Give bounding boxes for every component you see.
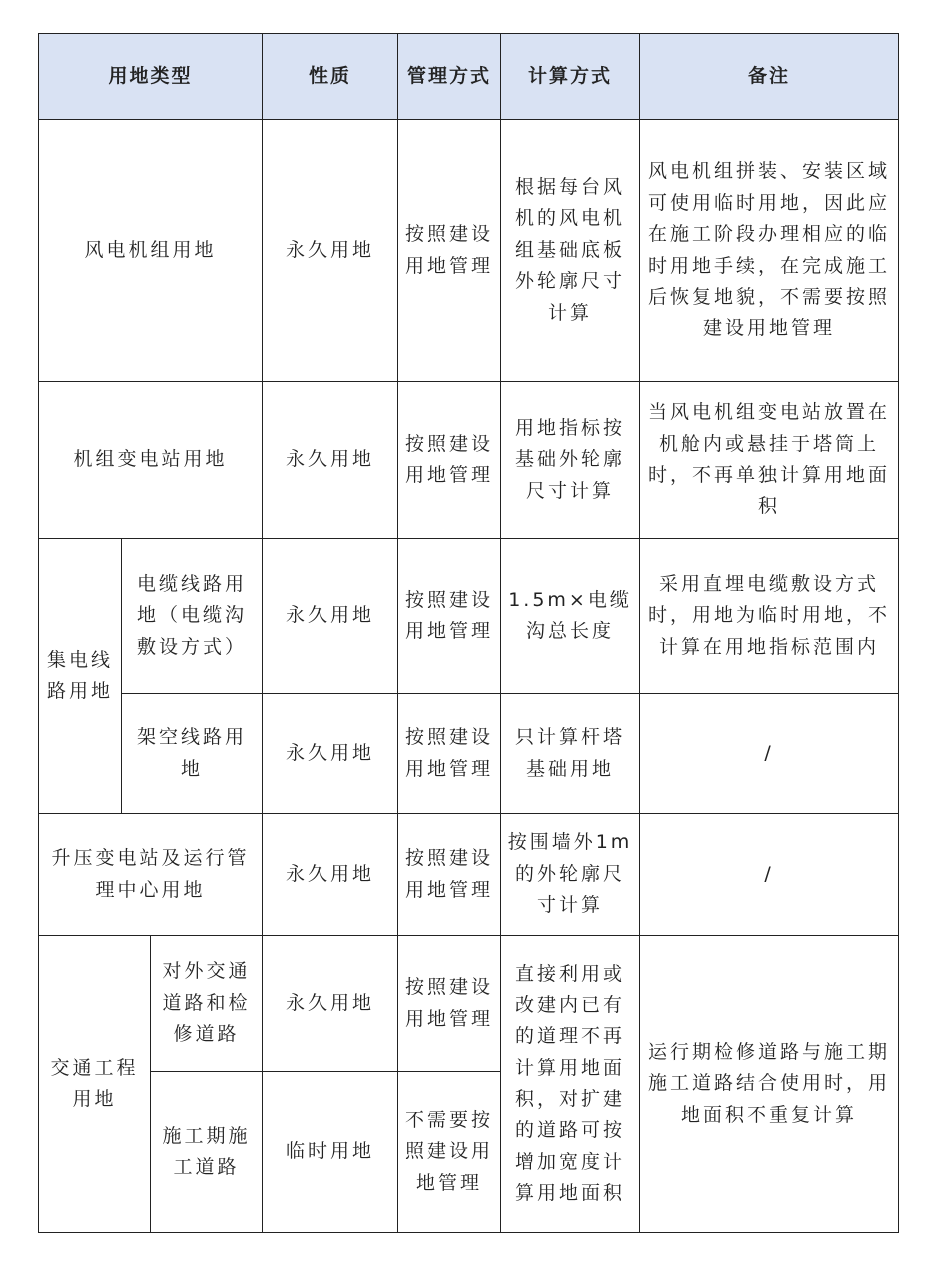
cell-nature: 永久用地 bbox=[263, 936, 398, 1072]
table-row bbox=[39, 382, 899, 539]
header-land-type: 用地类型 bbox=[39, 34, 263, 120]
land-use-table bbox=[38, 33, 899, 1233]
cell-subtype: 架空线路用地 bbox=[122, 694, 263, 814]
cell-subtype: 电缆线路用地（电缆沟敷设方式） bbox=[122, 539, 263, 694]
cell-management: 按照建设用地管理 bbox=[398, 120, 501, 382]
cell-management: 按照建设用地管理 bbox=[398, 539, 501, 694]
cell-management: 按照建设用地管理 bbox=[398, 814, 501, 936]
cell-group-transport: 交通工程用地 bbox=[39, 936, 151, 1233]
cell-land-type: 升压变电站及运行管理中心用地 bbox=[39, 814, 263, 936]
cell-notes: 当风电机组变电站放置在机舱内或悬挂于塔筒上时，不再单独计算用地面积 bbox=[640, 382, 899, 539]
cell-nature: 永久用地 bbox=[263, 382, 398, 539]
table-row bbox=[39, 694, 899, 814]
cell-land-type: 风电机组用地 bbox=[39, 120, 263, 382]
header-calculation: 计算方式 bbox=[501, 34, 640, 120]
cell-subtype: 施工期施工道路 bbox=[151, 1072, 263, 1233]
cell-nature: 永久用地 bbox=[263, 814, 398, 936]
cell-calculation: 只计算杆塔基础用地 bbox=[501, 694, 640, 814]
cell-management: 按照建设用地管理 bbox=[398, 694, 501, 814]
header-row bbox=[39, 34, 899, 120]
cell-notes: / bbox=[640, 814, 899, 936]
cell-notes: 采用直埋电缆敷设方式时，用地为临时用地，不计算在用地指标范围内 bbox=[640, 539, 899, 694]
header-nature: 性质 bbox=[263, 34, 398, 120]
cell-calculation: 根据每台风机的风电机组基础底板外轮廓尺寸计算 bbox=[501, 120, 640, 382]
cell-notes: / bbox=[640, 694, 899, 814]
cell-calculation: 按围墙外1m 的外轮廓尺寸计算 bbox=[501, 814, 640, 936]
cell-notes: 运行期检修道路与施工期施工道路结合使用时，用地面积不重复计算 bbox=[640, 936, 899, 1233]
header-notes: 备注 bbox=[640, 34, 899, 120]
cell-management: 按照建设用地管理 bbox=[398, 936, 501, 1072]
cell-management: 按照建设用地管理 bbox=[398, 382, 501, 539]
table-row bbox=[39, 120, 899, 382]
cell-nature: 永久用地 bbox=[263, 539, 398, 694]
cell-notes: 风电机组拼装、安装区域可使用临时用地，因此应在施工阶段办理相应的临时用地手续，在完成施工后恢复地貌，不需要按照建设用地管理 bbox=[640, 120, 899, 382]
table-row bbox=[39, 539, 899, 694]
cell-group-collector-line: 集电线路用地 bbox=[39, 539, 122, 814]
cell-calculation: 1.5m×电缆沟总长度 bbox=[501, 539, 640, 694]
cell-management: 不需要按照建设用地管理 bbox=[398, 1072, 501, 1233]
header-management: 管理方式 bbox=[398, 34, 501, 120]
cell-calculation: 用地指标按基础外轮廓尺寸计算 bbox=[501, 382, 640, 539]
cell-nature: 永久用地 bbox=[263, 120, 398, 382]
table-row bbox=[39, 814, 899, 936]
cell-nature: 永久用地 bbox=[263, 694, 398, 814]
table-row bbox=[39, 936, 899, 1072]
cell-land-type: 机组变电站用地 bbox=[39, 382, 263, 539]
cell-calculation: 直接利用或改建内已有的道理不再计算用地面积，对扩建的道路可按增加宽度计算用地面积 bbox=[501, 936, 640, 1233]
cell-nature: 临时用地 bbox=[263, 1072, 398, 1233]
cell-subtype: 对外交通道路和检修道路 bbox=[151, 936, 263, 1072]
